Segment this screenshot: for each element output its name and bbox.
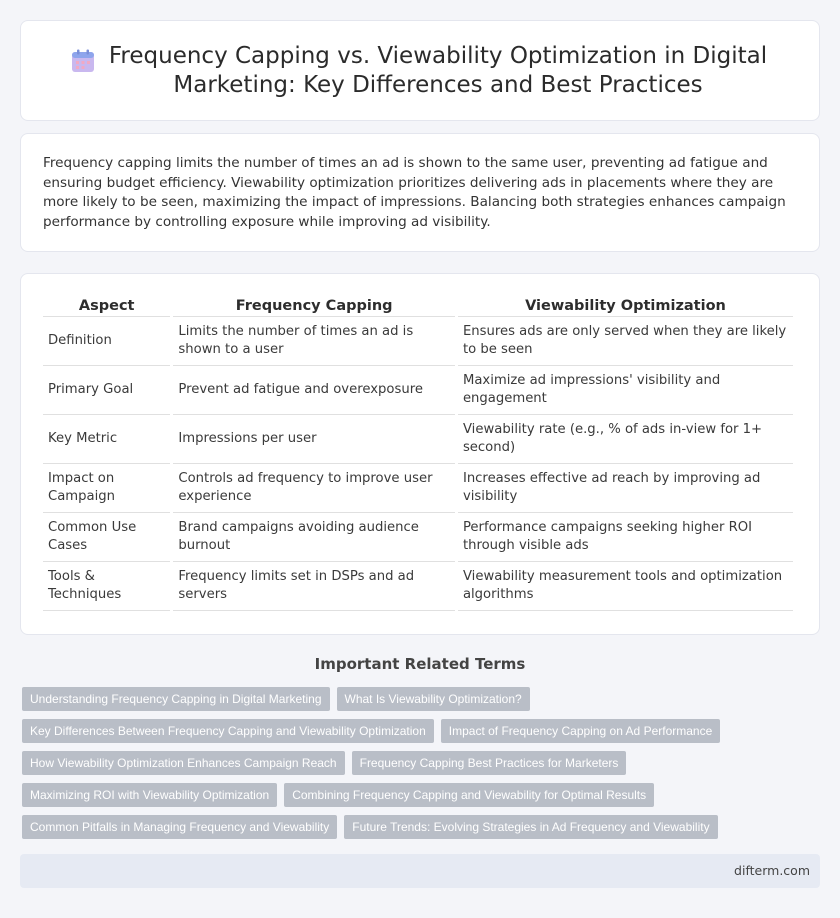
table-cell: Performance campaigns seeking higher ROI through visible ads <box>458 513 793 562</box>
site-link[interactable]: difterm.com <box>734 863 810 878</box>
title-card <box>20 20 820 121</box>
intro-paragraph: Frequency capping limits the number of times an ad is shown to the same user, preventing ad fatigue and ensuring budget efficiency. Viewability optimization prioritizes delivering ads in placements where they are more likely to be seen, maximizing the impact of impressions. Balancing both strategies enhances campaign performance by controlling exposure while improving ad visibility. <box>43 155 786 230</box>
calendar-icon <box>70 48 96 74</box>
comparison-card <box>20 273 820 635</box>
table-cell: Impact on Campaign <box>43 464 170 513</box>
table-cell: Increases effective ad reach by improving ad visibility <box>458 464 793 513</box>
table-cell: Key Metric <box>43 415 170 464</box>
table-row <box>43 415 793 464</box>
related-term-link[interactable]: Frequency Capping Best Practices for Marketers <box>352 751 627 775</box>
table-row <box>43 464 793 513</box>
table-row <box>43 366 793 415</box>
column-header-aspect: Aspect <box>43 294 170 317</box>
table-row <box>43 513 793 562</box>
related-term-link[interactable]: What Is Viewability Optimization? <box>337 687 530 711</box>
related-terms-heading: Important Related Terms <box>314 655 526 673</box>
related-term-link[interactable]: Maximizing ROI with Viewability Optimization <box>22 783 277 807</box>
table-row <box>43 562 793 611</box>
related-term-link[interactable]: Impact of Frequency Capping on Ad Performance <box>441 719 720 743</box>
table-cell: Primary Goal <box>43 366 170 415</box>
table-header-row <box>43 294 793 317</box>
table-cell: Maximize ad impressions' visibility and engagement <box>458 366 793 415</box>
table-cell: Brand campaigns avoiding audience burnout <box>173 513 455 562</box>
related-term-link[interactable]: Future Trends: Evolving Strategies in Ad Frequency and Viewability <box>344 815 717 839</box>
intro-card <box>20 133 820 252</box>
column-header-frequency-capping: Frequency Capping <box>173 294 455 317</box>
table-cell: Common Use Cases <box>43 513 170 562</box>
table-cell: Viewability rate (e.g., % of ads in-view for 1+ second) <box>458 415 793 464</box>
related-term-link[interactable]: Common Pitfalls in Managing Frequency and Viewability <box>22 815 337 839</box>
related-term-link[interactable]: How Viewability Optimization Enhances Campaign Reach <box>22 751 345 775</box>
table-cell: Limits the number of times an ad is shown to a user <box>173 317 455 366</box>
column-header-viewability-optimization: Viewability Optimization <box>458 294 793 317</box>
footer <box>20 854 820 888</box>
table-cell: Impressions per user <box>173 415 455 464</box>
table-row <box>43 317 793 366</box>
related-terms-list <box>22 687 802 847</box>
table-cell: Prevent ad fatigue and overexposure <box>173 366 455 415</box>
table-cell: Tools & Techniques <box>43 562 170 611</box>
table-cell: Viewability measurement tools and optimization algorithms <box>458 562 793 611</box>
table-cell: Controls ad frequency to improve user experience <box>173 464 455 513</box>
page-title: Frequency Capping vs. Viewability Optimization in Digital Marketing: Key Differences and Best Practices <box>108 42 768 98</box>
table-cell: Definition <box>43 317 170 366</box>
comparison-table <box>40 294 796 611</box>
table-cell: Frequency limits set in DSPs and ad servers <box>173 562 455 611</box>
related-term-link[interactable]: Understanding Frequency Capping in Digital Marketing <box>22 687 330 711</box>
table-cell: Ensures ads are only served when they are likely to be seen <box>458 317 793 366</box>
related-term-link[interactable]: Combining Frequency Capping and Viewability for Optimal Results <box>284 783 654 807</box>
related-term-link[interactable]: Key Differences Between Frequency Capping and Viewability Optimization <box>22 719 434 743</box>
